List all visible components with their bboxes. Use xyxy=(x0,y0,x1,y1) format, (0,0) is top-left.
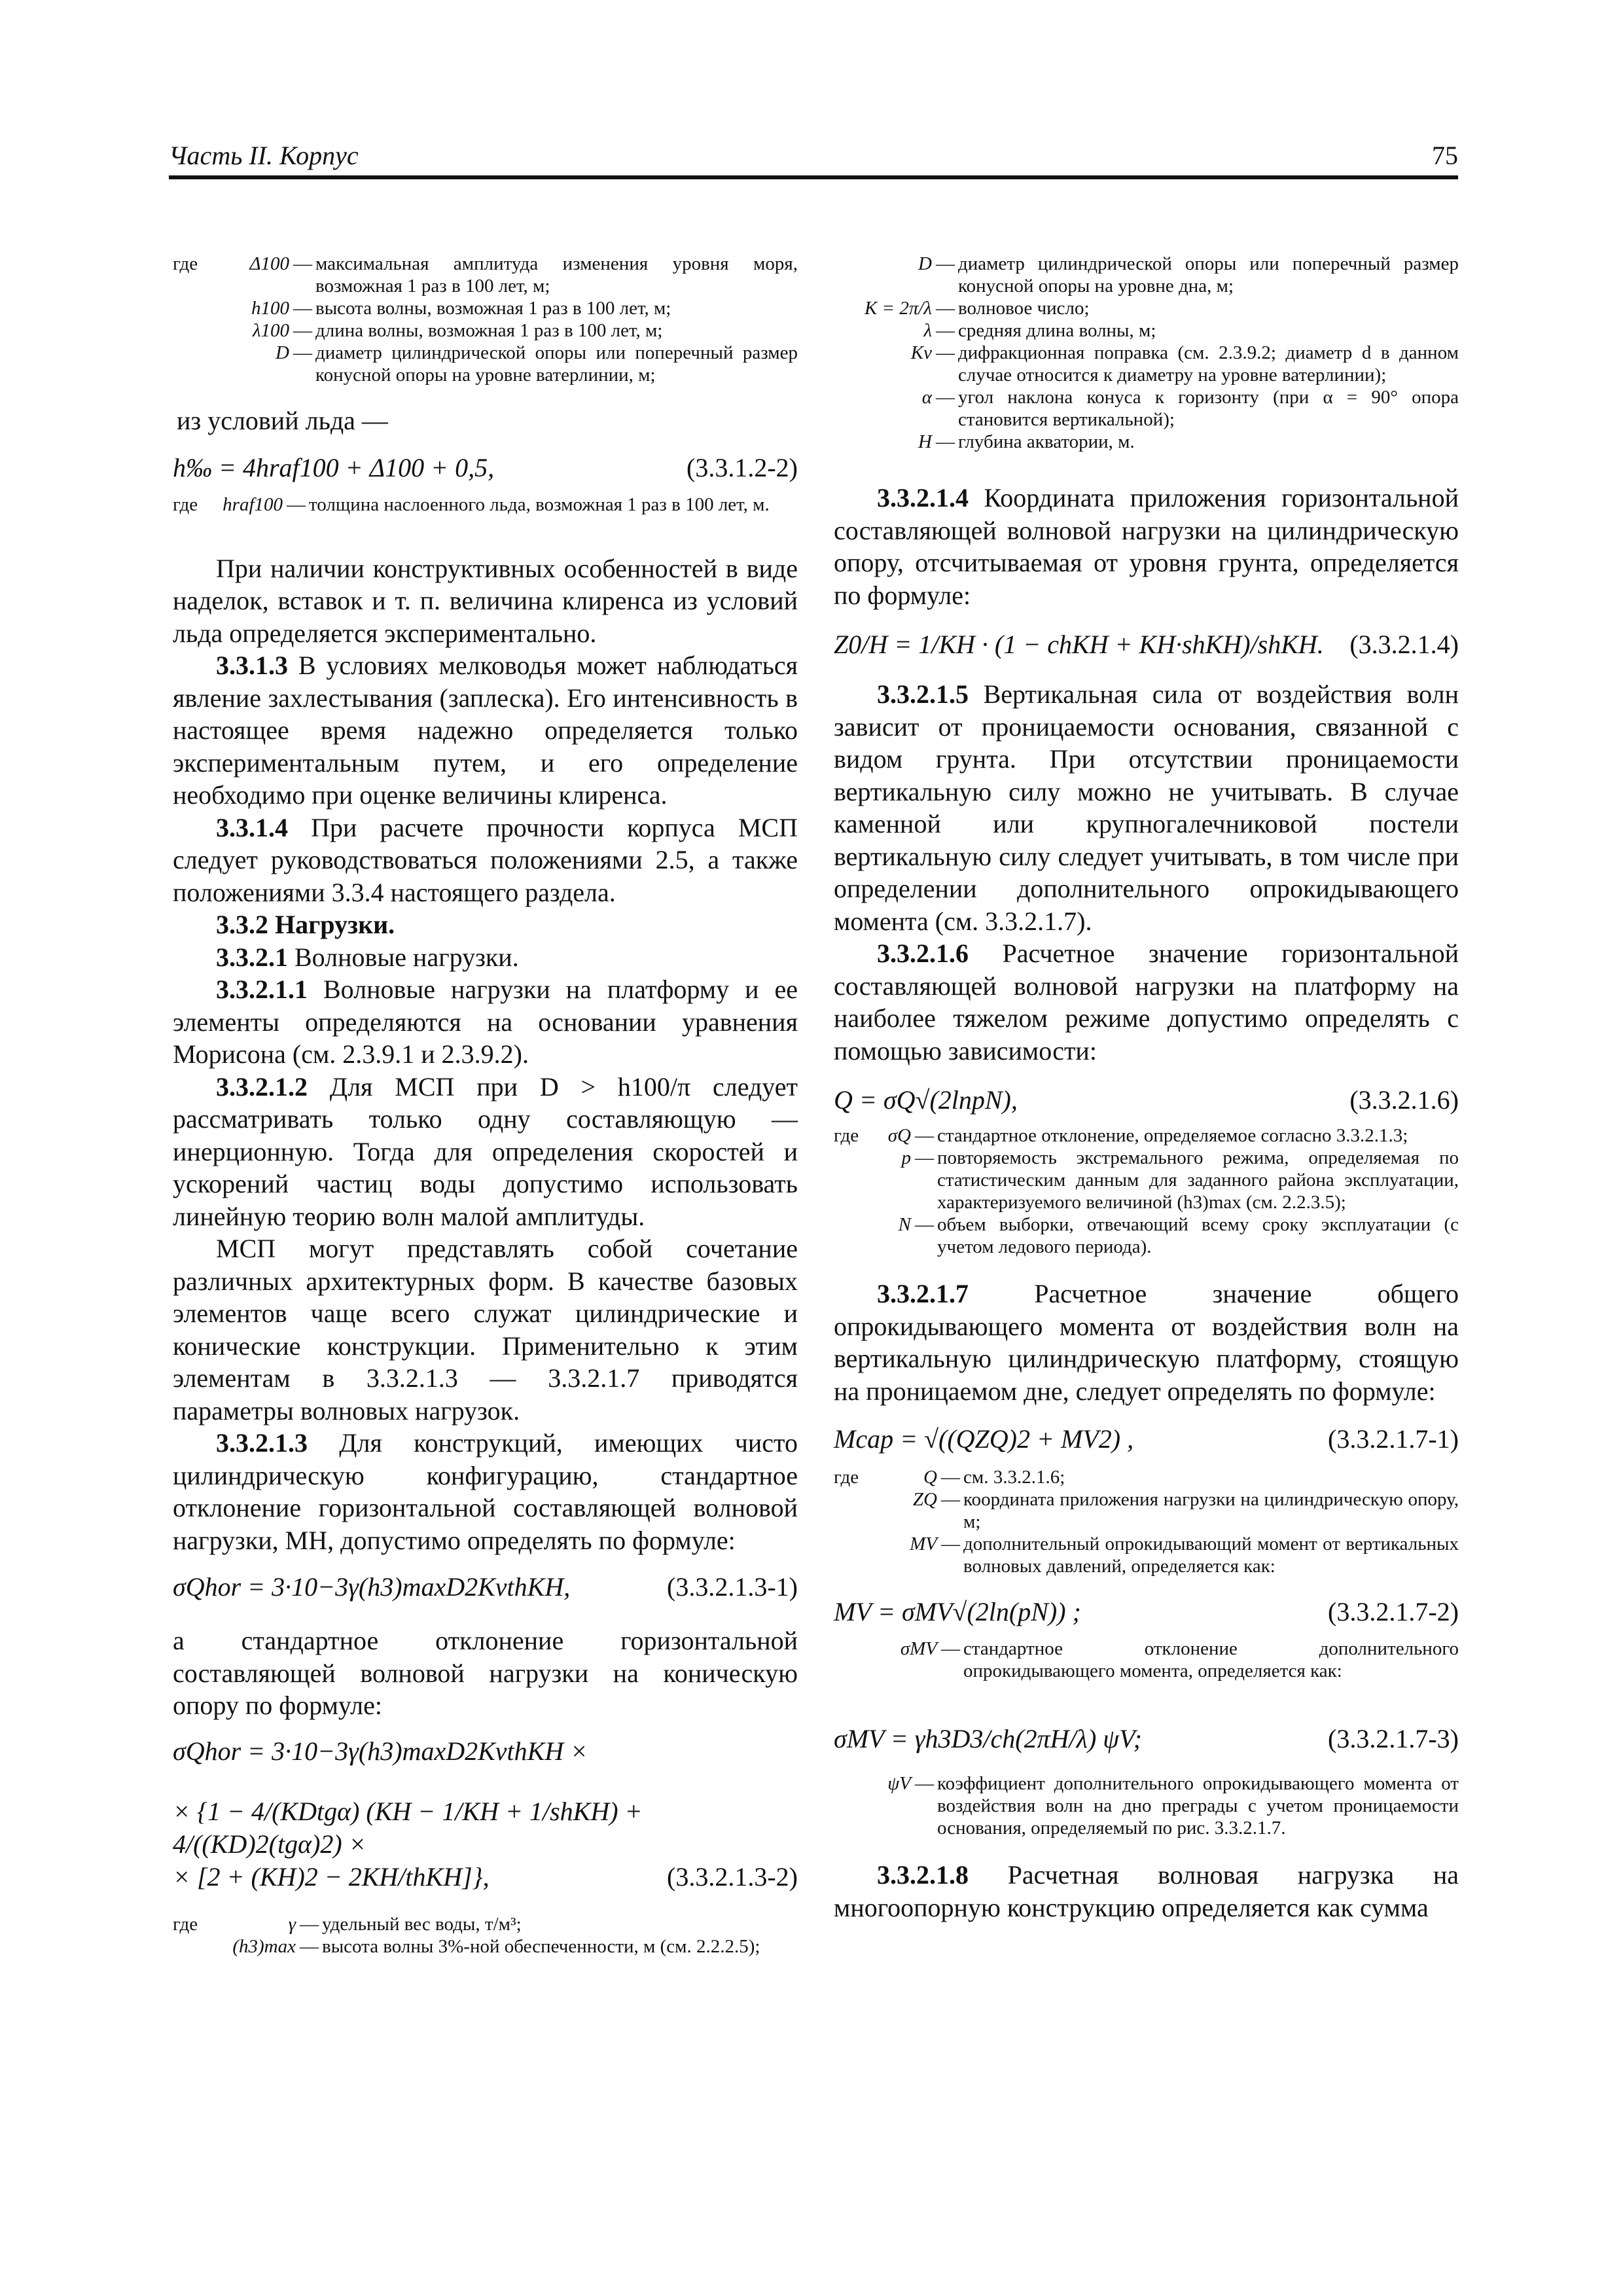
equation-3-3-2-1-4: Z0/H = 1/KH · (1 − chKH + KH·shKH)/shKH. (3.3.2.1.4) xyxy=(834,630,1459,659)
paragraph: 3.3.1.3 В условиях мелководья может наблюдаться явление захлестывания (заплеска). Его интенсивность в настоящее время надежно определяется только экспериментальным путем, и его определение необходимо при оценке величины клиренса. xyxy=(173,651,798,810)
equation-3-3-2-1-7-1: Mcap = √((QZQ)2 + MV2) , (3.3.2.1.7-1) xyxy=(834,1424,1459,1454)
definition-row: ψV — коэффициент дополнительного опрокидывающего момента от воздействия волн на дно преграды с учетом проницаемости основания, определяемый по рис. 3.3.2.1.7. xyxy=(887,1773,1459,1839)
definition-row: H — глубина акватории, м. xyxy=(918,431,1135,452)
equation-3-3-2-1-7-3: σMV = γh3D3/ch(2πH/λ) ψV; (3.3.2.1.7-3) xyxy=(834,1724,1459,1753)
paragraph: 3.3.1.4 При расчете прочности корпуса МСП следует руководствоваться положениями 2.5, а также положениями 3.3.4 настоящего раздела. xyxy=(173,812,798,907)
paragraph: 3.3.2.1.3 Для конструкций, имеющих чисто цилиндрическую конфигурацию, стандартное отклонение горизонтальной составляющей волновой нагрузки, МН, допустимо определять по формуле: xyxy=(173,1428,798,1555)
paragraph: 3.3.2.1.4 Координата приложения горизонтальной составляющей волновой нагрузки на цилиндрическую опору, отсчитываемая от уровня грунта, определяется по формуле: xyxy=(834,483,1459,610)
definition-row: Kv — дифракционная поправка (см. 2.3.9.2; диаметр d в данном случае относится к диаметру на уровне ватерлинии); xyxy=(910,342,1459,386)
definition-row: N — объем выборки, отвечающий всему сроку эксплуатации (с учетом ледового периода). xyxy=(898,1214,1459,1257)
equation-3-3-2-1-3-1: σQhor = 3·10−3γ(h3)maxD2KvthKH, (3.3.2.1.3-1) xyxy=(173,1572,798,1602)
definition-row: где γ — удельный вес воды, т/м³; xyxy=(173,1913,522,1935)
definitions-list xyxy=(834,1124,1459,1258)
definition-row: где Q — см. 3.3.2.1.6; xyxy=(834,1467,1065,1488)
right-column xyxy=(834,249,1459,1924)
section-heading: 3.3.2 Нагрузки. xyxy=(216,910,395,939)
equation-3-3-2-1-3-2-line3: × [2 + (KH)2 − 2KH/thKH]}, (3.3.2.1.3-2) xyxy=(173,1861,798,1892)
definition-row: p — повторяемость экстремального режима, определяемая по статистическим данным для заданного района эксплуатации, характеризуемого величиной (h3)max (см. 2.2.3.5); xyxy=(901,1147,1459,1213)
definition-row: D — диаметр цилиндрической опоры или поперечный размер конусной опоры на уровне ватерлинии, м; xyxy=(276,342,798,386)
ice-intro: из условий льда — xyxy=(177,406,388,435)
definition-row: где σQ — стандартное отклонение, определяемое согласно 3.3.2.1.3; xyxy=(834,1125,1408,1146)
equation-3-3-2-1-3-2-line1: σQhor = 3·10−3γ(h3)maxD2KvthKH × xyxy=(173,1736,588,1766)
running-title: Часть II. Корпус xyxy=(169,141,359,170)
paragraph: 3.3.2.1.5 Вертикальная сила от воздействия волн зависит от проницаемости основания, связанной с видом грунта. При отсутствии проницаемости вертикальную силу можно не учитывать. В случае каменной или крупногалечниковой постели вертикальную силу следует учитывать, в том числе при определении дополнительного опрокидывающего момента (см. 3.3.2.1.7). xyxy=(834,679,1459,936)
definitions-list xyxy=(834,253,1459,453)
definition-row: ZQ — координата приложения нагрузки на цилиндрическую опору, м; xyxy=(912,1489,1459,1532)
definition-row: K = 2π/λ — волновое число; xyxy=(864,298,1090,319)
definition-row: MV — дополнительный опрокидывающий момент от вертикальных волновых давлений, определяется как: xyxy=(910,1534,1459,1577)
definitions-list xyxy=(173,1913,798,1958)
paragraph: 3.3.2.1.1 Волновые нагрузки на платформу и ее элементы определяются на основании уравнения Морисона (см. 2.3.9.1 и 2.3.9.2). xyxy=(173,975,798,1069)
paragraph: 3.3.2.1 Волновые нагрузки. xyxy=(216,942,519,972)
header-rule xyxy=(169,175,1458,179)
definition-row: λ100 — длина волны, возможная 1 раз в 100 лет, м; xyxy=(252,320,663,341)
definitions-list xyxy=(173,253,798,386)
definition-row: α — угол наклона конуса к горизонту (при α = 90° опора становится вертикальной); xyxy=(921,387,1459,430)
paragraph: 3.3.2.1.7 Расчетное значение общего опрокидывающего момента от воздействия волн на вертикальную цилиндрическую платформу, стоящую на проницаемом дне, следует определять по формуле: xyxy=(834,1279,1459,1406)
paragraph: При наличии конструктивных особенностей в виде наделок, вставок и т. п. величина клиренса из условий льда определяется экспериментально. xyxy=(173,553,798,648)
page-header xyxy=(169,140,1458,179)
definitions-list xyxy=(834,1638,1459,1682)
definition-row: σMV — стандартное отклонение дополнительного опрокидывающего момента, определяется как: xyxy=(900,1638,1459,1681)
equation-3-3-1-2-2: h‰ = 4hraf100 + Δ100 + 0,5, (3.3.1.2-2) xyxy=(173,452,798,482)
definitions-list xyxy=(173,493,798,516)
definition-row: (h3)max — высота волны 3%-ной обеспеченности, м (см. 2.2.2.5); xyxy=(232,1935,760,1957)
definition-row: λ — средняя длина волны, м; xyxy=(923,320,1156,341)
page-number: 75 xyxy=(1432,141,1458,170)
definition-row: D — диаметр цилиндрической опоры или поперечный размер конусной опоры на уровне дна, м; xyxy=(918,253,1459,296)
equation-3-3-2-1-6: Q = σQ√(2lnpN), (3.3.2.1.6) xyxy=(834,1085,1459,1115)
paragraph: 3.3.2.1.8 Расчетная волновая нагрузка на многоопорную конструкцию определяется как сумма xyxy=(834,1860,1459,1922)
definitions-list xyxy=(834,1466,1459,1577)
paragraph: а стандартное отклонение горизонтальной составляющей волновой нагрузки на коническую опору по формуле: xyxy=(173,1626,798,1720)
definition-row: где hraf100 — толщина наслоенного льда, возможная 1 раз в 100 лет, м. xyxy=(173,493,770,515)
paragraph: 3.3.2.1.6 Расчетное значение горизонтальной составляющей волновой нагрузки на платформу на наиболее тяжелом режиме допустимо определять с помощью зависимости: xyxy=(834,939,1459,1066)
paragraph: 3.3.2.1.2 Для МСП при D > h100/π следует рассматривать только одну составляющую — инерционную. Тогда для определения скоростей и ускорений частиц воды допустимо использовать линейную теорию волн малой амплитуды. xyxy=(173,1071,798,1231)
definition-row: где Δ100 — максимальная амплитуда изменения уровня моря, возможная 1 раз в 100 лет, м; xyxy=(173,253,798,296)
definitions-list xyxy=(834,1772,1459,1839)
equation-3-3-2-1-7-2: MV = σMV√(2ln(pN)) ; (3.3.2.1.7-2) xyxy=(834,1597,1459,1626)
paragraph: МСП могут представлять собой сочетание различных архитектурных форм. В качестве базовых элементов чаще всего служат цилиндрические и конические конструкции. Применительно к этим элементам в 3.3.2.1.3 — 3.3.2.1.7 приводятся параметры волновых нагрузок. xyxy=(173,1234,798,1426)
definition-row: h100 — высота волны, возможная 1 раз в 100 лет, м; xyxy=(251,298,671,319)
equation-3-3-2-1-3-2-line2: × {1 − 4/(KDtgα) (KH − 1/KH + 1/shKH) + 4/((KD)2(tgα)2) × xyxy=(173,1796,643,1859)
left-column xyxy=(173,249,798,1958)
